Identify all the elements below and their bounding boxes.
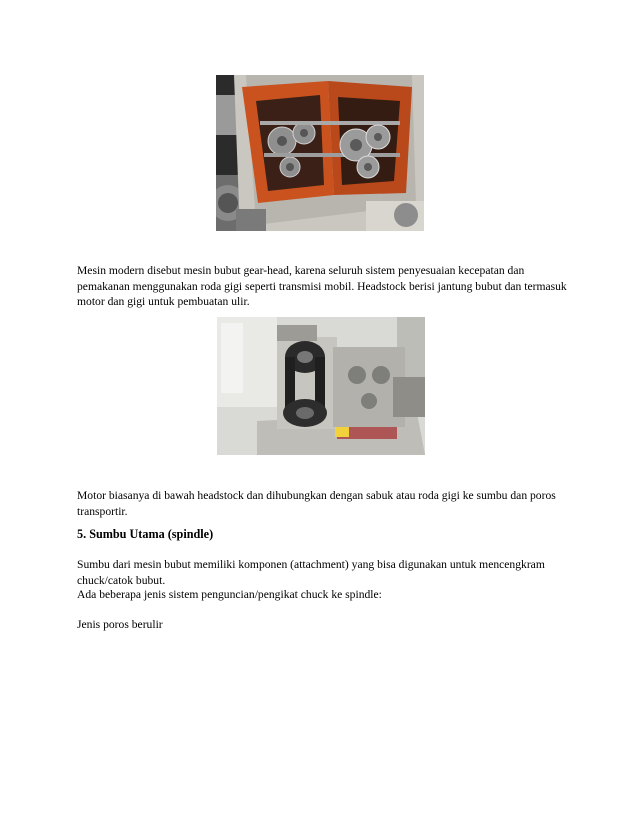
paragraph-spindle: Sumbu dari mesin bubut memiliki komponen (attachment) yang bisa digunakan untuk mencengkram chuck/catok bubut. [77,558,545,587]
paragraph-motor: Motor biasanya di bawah headstock dan dihubungkan dengan sabuk atau roda gigi ke sumbu dan poros transportir. [77,489,556,518]
paragraph-gear-head: Mesin modern disebut mesin bubut gear-head, karena seluruh sistem penyesuaian kecepatan dan pemakanan menggunakan roda gigi seperti transmisi mobil. Headstock berisi jantung bubut dan termasuk motor dan gigi untuk pembuatan ulir. [77,264,567,309]
lathe-motor-belt-photo [217,317,425,455]
paragraph-chuck-systems: Ada beberapa jenis sistem penguncian/pengikat chuck ke spindle: [77,588,382,601]
section-heading: 5. Sumbu Utama (spindle) [77,527,214,541]
gear-head-headstock-photo [216,75,424,231]
paragraph-threaded-shaft: Jenis poros berulir [77,618,163,631]
